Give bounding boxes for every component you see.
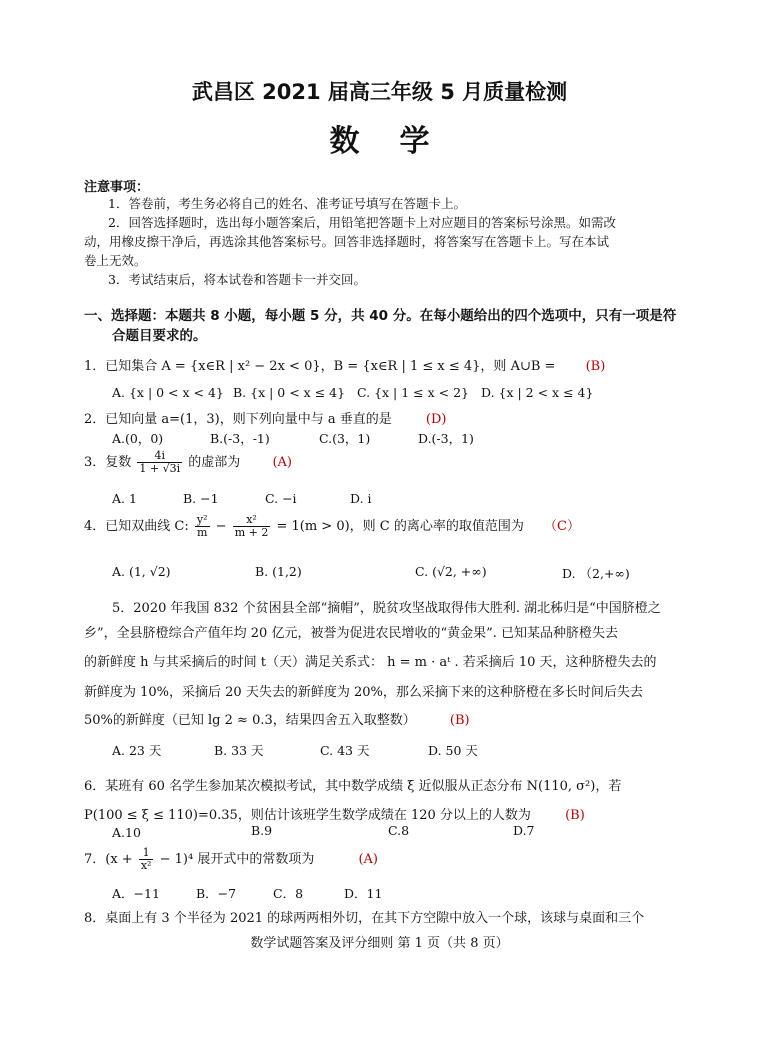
question-3-denominator: 1 + √3i	[139, 462, 181, 475]
question-4-numerator-1: y²	[196, 513, 208, 526]
question-7-denominator: x²	[140, 859, 152, 872]
question-2-answer: (D)	[425, 412, 447, 427]
question-4-post: = 1(m > 0)，则 C 的离心率的取值范围为	[276, 519, 524, 534]
q7-option-a: A．−11	[112, 886, 160, 901]
question-3-numerator: 4i	[137, 450, 182, 463]
q5-option-a: A. 23 天	[112, 743, 162, 758]
page-footer: 数学试题答案及评分细则 第 1 页（共 8 页）	[250, 936, 509, 951]
q1-option-a: A. {x | 0 < x < 4}	[112, 385, 224, 400]
question-7-stem	[84, 847, 378, 872]
question-5-line-4: 新鲜度为 10%，采摘后 20 天失去的新鲜度为 20%，那么采摘下来的这种脐橙在多长时间后失去	[84, 685, 643, 700]
question-4-pre: 4．已知双曲线 C:	[84, 519, 189, 534]
q3-option-a: A. 1	[112, 491, 137, 506]
q1-option-b: B. {x | 0 < x ≤ 4}	[233, 385, 346, 400]
q2-option-b: B.(-3，-1)	[210, 431, 270, 446]
notice-item-1: 1．答卷前，考生务必将自己的姓名、准考证号填写在答题卡上。	[108, 196, 466, 211]
q2-option-c: C.(3，1)	[319, 431, 371, 446]
q1-option-d: D. {x | 2 < x ≤ 4}	[481, 385, 594, 400]
q2-option-d: D.(-3，1)	[418, 431, 474, 446]
question-5-answer: (B)	[449, 713, 470, 728]
q4-option-b: B. (1,2)	[255, 564, 302, 579]
question-4-minus: −	[215, 519, 227, 534]
q7-option-b: B．−7	[196, 886, 237, 901]
q3-option-b: B. −1	[183, 491, 219, 506]
q1-option-c: C. {x | 1 ≤ x < 2}	[357, 385, 469, 400]
question-1-text: 1．已知集合 A = {x∈R | x² − 2x < 0}，B = {x∈R | 1 ≤ x ≤ 4}，则 A∪B =	[84, 359, 556, 374]
subject-title: 数学	[329, 124, 470, 159]
notice-item-2b: 动，用橡皮擦干净后，再选涂其他答案标号。回答非选择题时，将答案写在答题卡上。写在本试	[84, 234, 610, 249]
question-5-text: 50%的新鲜度（已知 lg 2 ≈ 0.3，结果四舍五入取整数）	[84, 713, 416, 728]
question-2-text: 2．已知向量 a=(1，3)，则下列向量中与 a 垂直的是	[84, 412, 392, 427]
question-7-post: − 1)⁴ 展开式中的常数项为	[159, 852, 315, 867]
question-5-line-2: 乡”，全县脐橙综合产值年均 20 亿元，被誉为促进农民增收的“黄金果”. 已知某品种脐橙失去	[84, 626, 619, 641]
section-heading-line2: 合题目要求的。	[112, 328, 207, 344]
question-4-stem	[84, 514, 580, 539]
question-4-denominator-1: m	[196, 526, 208, 539]
question-8-line-1: 8．桌面上有 3 个半径为 2021 的球两两相外切，在其下方空隙中放入一个球，该球与桌面和三个	[84, 911, 645, 926]
question-3-answer: (A)	[272, 455, 292, 470]
question-6-line-1: 6．某班有 60 名学生参加某次模拟考试，其中数学成绩 ξ 近似服从正态分布 N(110, σ²)，若	[84, 779, 622, 794]
question-4-numerator-2: x²	[233, 514, 271, 527]
q5-option-d: D. 50 天	[428, 743, 478, 758]
question-7-answer: (A)	[358, 852, 379, 867]
question-7-numerator: 1	[139, 847, 154, 860]
notice-item-2c: 卷上无效。	[84, 253, 147, 268]
q6-option-c: C.8	[388, 823, 410, 838]
question-5-line-3: 的新鲜度 h 与其采摘后的时间 t（天）满足关系式： h = m · aᵗ . 若采摘后 10 天，这种脐橙失去的	[84, 655, 657, 670]
question-6-line-2	[84, 804, 585, 823]
notice-item-2a: 2．回答选择题时，选出每小题答案后，用铅笔把答题卡上对应题目的答案标号涂黑。如需改	[108, 215, 616, 230]
question-3-fraction	[137, 450, 182, 475]
question-3-stem	[84, 450, 292, 475]
notice-heading: 注意事项：	[84, 180, 150, 195]
exam-title: 武昌区 2021 届高三年级 5 月质量检测	[191, 80, 568, 104]
question-3-pre: 3．复数	[84, 455, 132, 470]
question-7-pre: 7．(x +	[84, 852, 133, 867]
q2-option-a: A.(0，0)	[112, 431, 164, 446]
q6-option-b: B.9	[251, 823, 273, 838]
question-4-denominator-2: m + 2	[234, 526, 269, 539]
q4-option-d: D. （2,+∞)	[562, 566, 630, 581]
notice-item-3: 3．考试结束后，将本试卷和答题卡一并交回。	[108, 272, 366, 287]
question-3-post: 的虚部为	[188, 455, 241, 470]
question-1-answer: (B)	[585, 359, 606, 374]
q5-option-c: C. 43 天	[320, 743, 370, 758]
question-2-stem	[84, 408, 446, 427]
q7-option-c: C．8	[273, 886, 304, 901]
q4-option-a: A. (1, √2)	[112, 564, 171, 579]
question-5-line-1: 5．2020 年我国 832 个贫困县全部“摘帽”，脱贫攻坚战取得伟大胜利. 湖北秭归是“中国脐橙之	[112, 601, 661, 616]
question-6-text: P(100 ≤ ξ ≤ 110)=0.35，则估计该班学生数学成绩在 120 分以上的人数为	[84, 808, 531, 823]
question-4-fraction-1	[195, 514, 210, 539]
question-6-answer: (B)	[565, 808, 585, 823]
question-4-answer: （C）	[544, 519, 580, 534]
q3-option-d: D. i	[350, 491, 372, 506]
question-7-fraction	[139, 847, 154, 872]
q6-option-d: D.7	[513, 823, 535, 838]
q7-option-d: D．11	[344, 886, 383, 901]
section-heading-line1: 一、选择题：本题共 8 小题，每小题 5 分，共 40 分。在每小题给出的四个选项中，只有一项是符	[84, 308, 677, 324]
q4-option-c: C. (√2, +∞)	[415, 564, 487, 579]
question-4-fraction-2	[233, 514, 271, 539]
q5-option-b: B. 33 天	[214, 743, 264, 758]
q3-option-c: C. −i	[265, 491, 297, 506]
q6-option-a: A.10	[112, 825, 141, 840]
question-1-stem	[84, 355, 605, 374]
question-5-line-5	[84, 709, 470, 728]
